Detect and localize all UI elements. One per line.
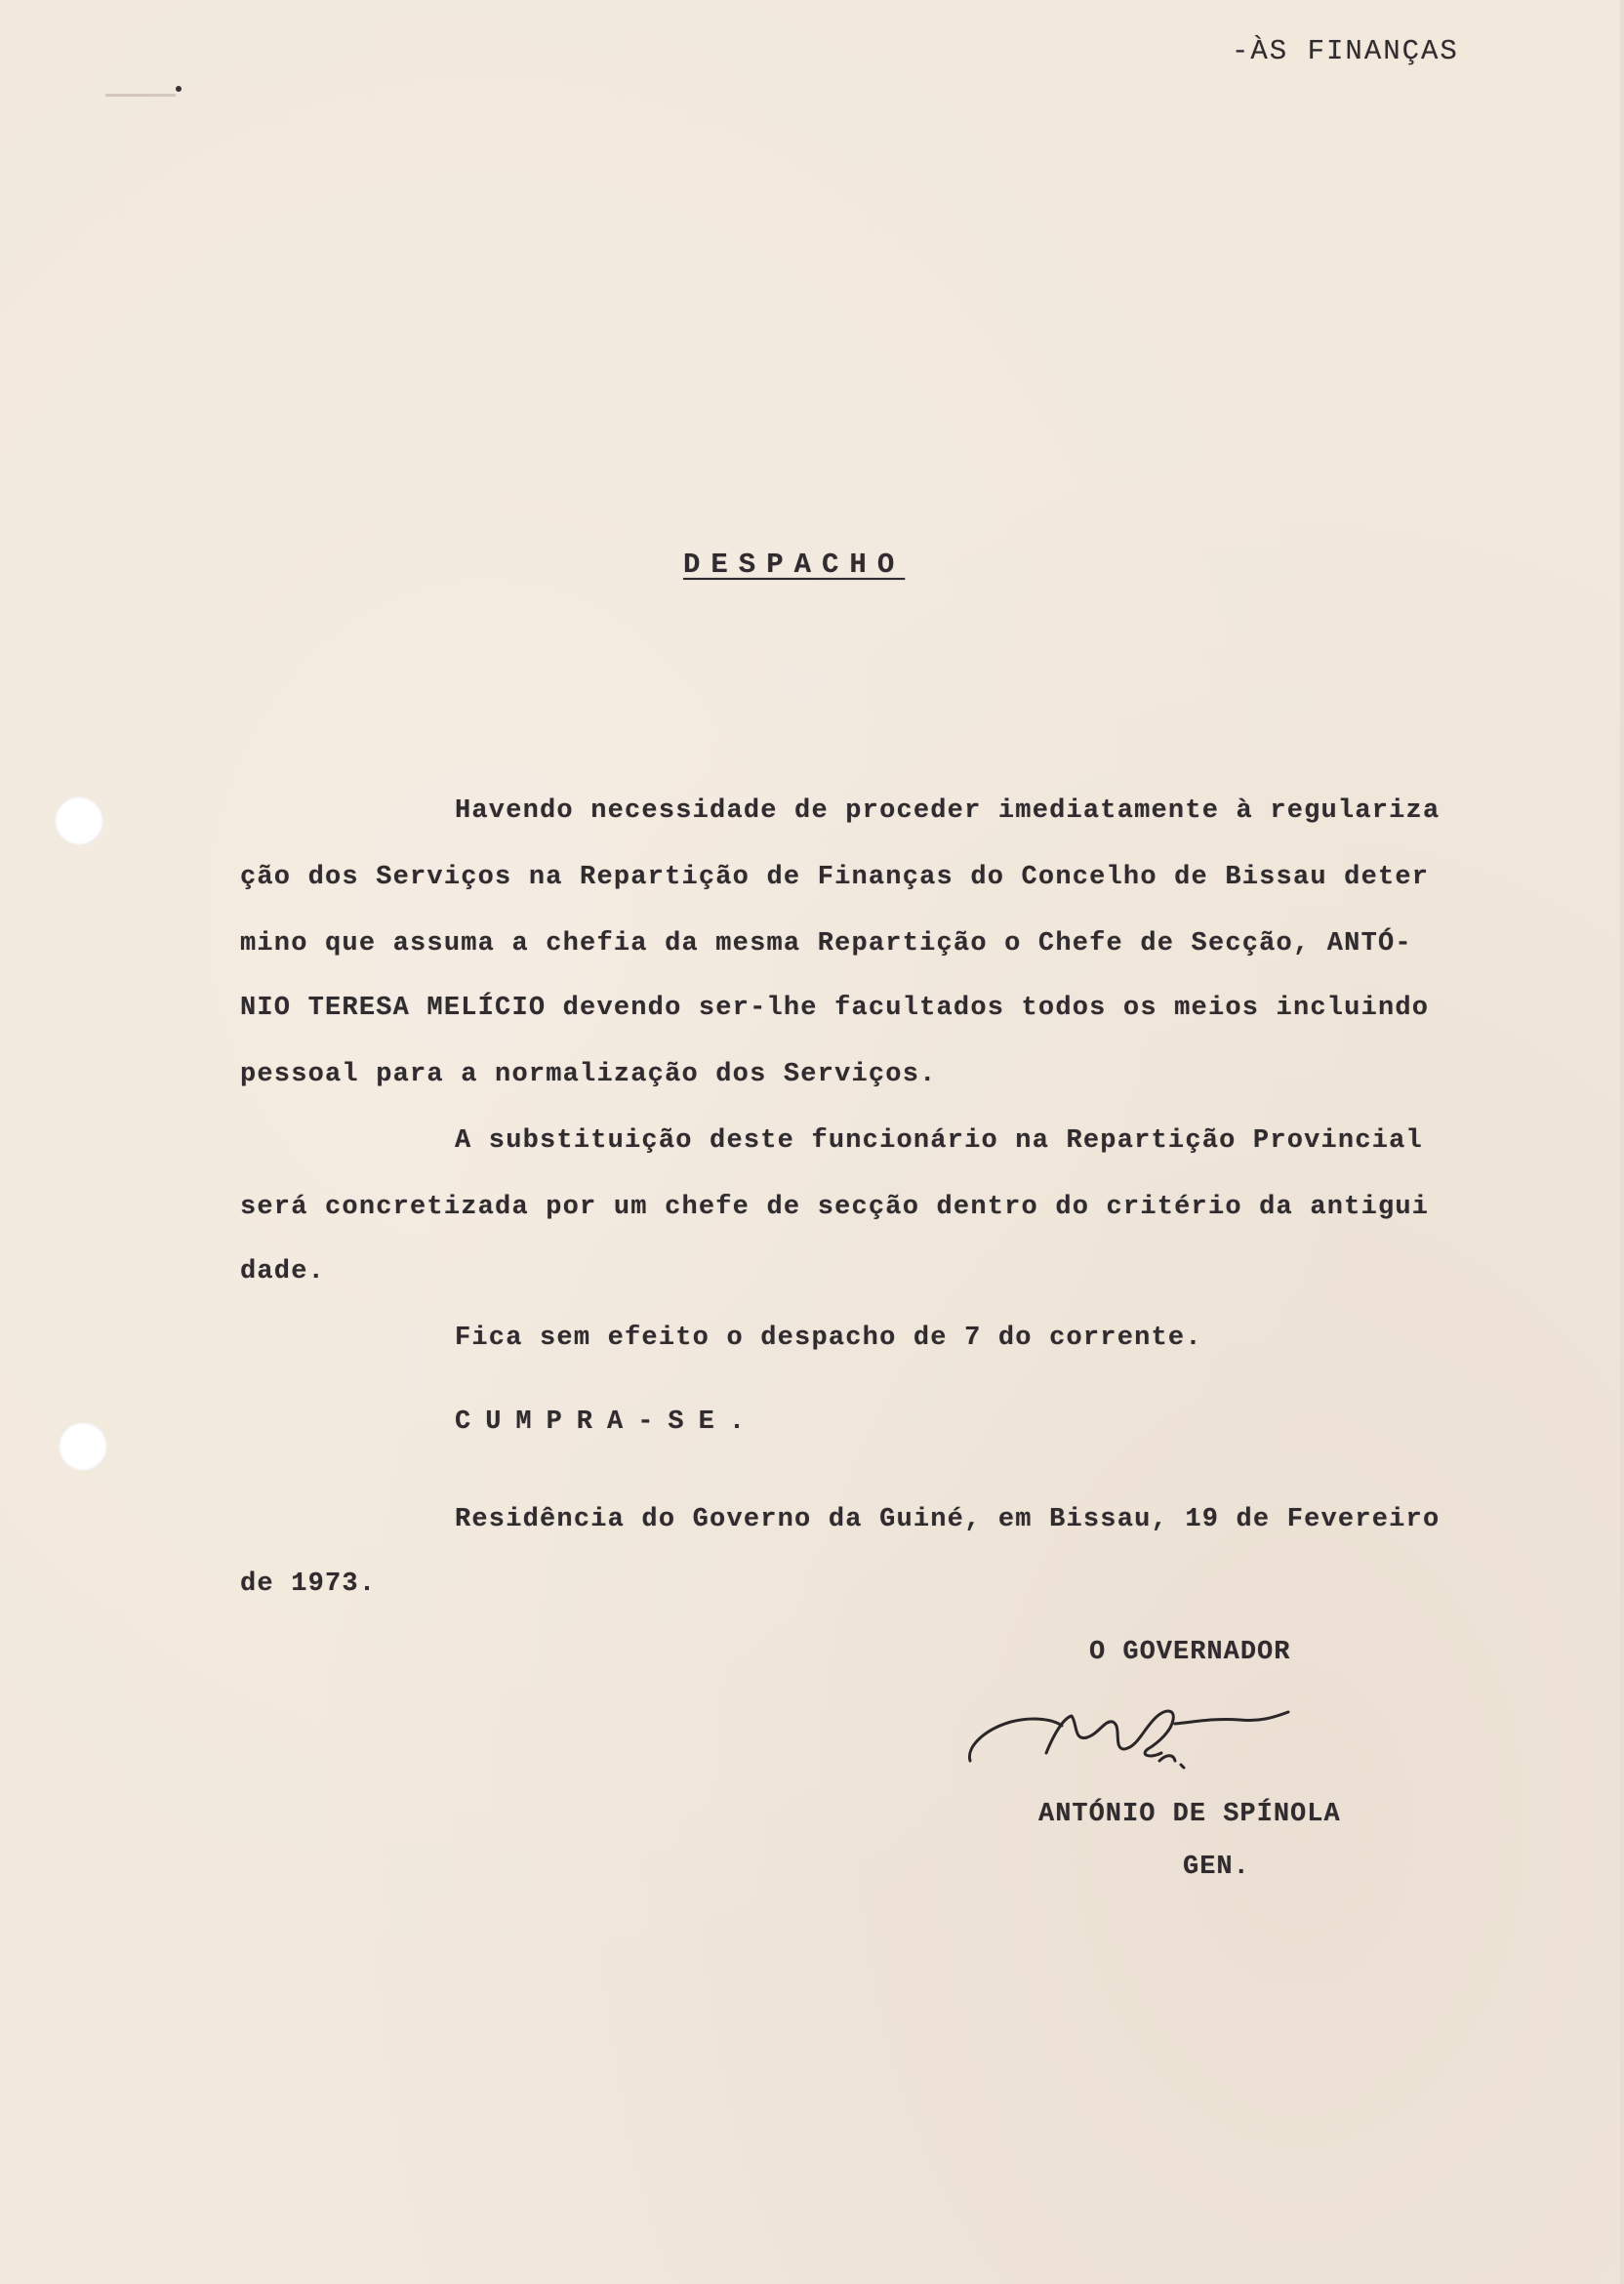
handwritten-signature bbox=[956, 1659, 1347, 1776]
header-tag: -ÀS FINANÇAS bbox=[1232, 35, 1459, 67]
body-line: ção dos Serviços na Repartição de Finanças do Concelho de Bissau deter bbox=[240, 863, 1430, 892]
body-line: dade. bbox=[240, 1257, 326, 1286]
ink-smudge bbox=[105, 94, 176, 97]
document-title: DESPACHO bbox=[683, 549, 906, 581]
body-line: A substituição deste funcionário na Repartição Provincial bbox=[455, 1126, 1423, 1156]
signer-rank: GEN. bbox=[1183, 1853, 1250, 1882]
body-line: NIO TERESA MELÍCIO devendo ser-lhe facultados todos os meios incluindo bbox=[240, 994, 1430, 1023]
body-line-year: de 1973. bbox=[240, 1570, 377, 1599]
signer-name: ANTÓNIO DE SPÍNOLA bbox=[1038, 1800, 1341, 1829]
punch-hole-bottom bbox=[59, 1422, 107, 1471]
body-line: pessoal para a normalização dos Serviços. bbox=[240, 1060, 937, 1089]
body-line: mino que assuma a chefia da mesma Repartição o Chefe de Secção, ANTÓ- bbox=[240, 929, 1412, 958]
governor-label: O GOVERNADOR bbox=[1089, 1638, 1291, 1667]
body-line-residence: Residência do Governo da Guiné, em Bissau, 19 de Fevereiro bbox=[455, 1505, 1441, 1534]
body-line: será concretizada por um chefe de secção dentro do critério da antigui bbox=[240, 1193, 1430, 1222]
ink-speck bbox=[176, 86, 182, 92]
body-line: Fica sem efeito o despacho de 7 do corrente. bbox=[455, 1324, 1202, 1353]
body-line: Havendo necessidade de proceder imediatamente à regulariza bbox=[455, 796, 1441, 826]
punch-hole-top bbox=[55, 796, 103, 845]
body-line-cumpra: CUMPRA-SE. bbox=[455, 1407, 760, 1437]
paper-edge bbox=[1620, 0, 1624, 2284]
